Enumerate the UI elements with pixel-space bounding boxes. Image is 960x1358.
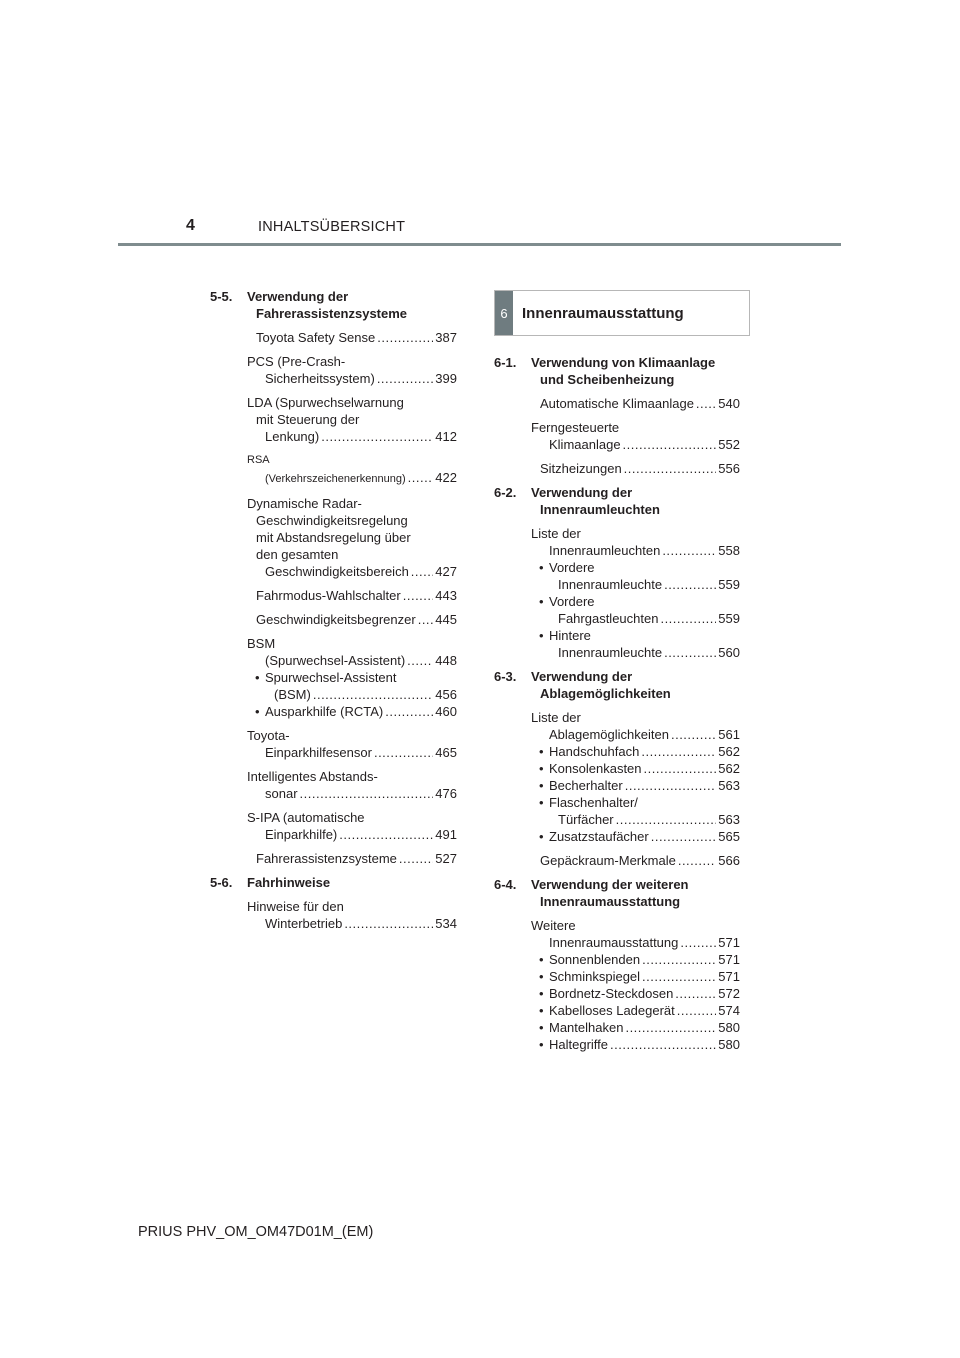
- entry-title: mit Steuerung der: [256, 412, 360, 427]
- page-ref: 571: [718, 952, 740, 967]
- entry-title: LDA (Spurwechselwarnung: [247, 395, 404, 410]
- page-ref: 460: [435, 704, 457, 719]
- entry-title: (Verkehrszeichenerkennung): [265, 473, 406, 485]
- page-ref: 540: [718, 396, 740, 411]
- entry-title: Innenraumleuchte: [558, 645, 663, 660]
- entry-title: Innenraumleuchte: [558, 577, 663, 592]
- leader-dots: [623, 436, 717, 453]
- page-ref: 476: [435, 786, 457, 801]
- toc-subentry-console-box[interactable]: [540, 760, 740, 777]
- toc-entry-drive-mode[interactable]: [247, 587, 457, 604]
- leader-dots: [625, 777, 717, 794]
- section-number: 5-6.: [210, 875, 233, 890]
- toc-subentry-cup-holders[interactable]: [540, 777, 740, 794]
- entry-title: Lenkung): [265, 429, 320, 444]
- toc-entry-remote-ac[interactable]: [531, 419, 740, 453]
- entry-title: • Schminkspiegel: [549, 969, 641, 984]
- toc-subentry-coat-hooks[interactable]: [540, 1019, 740, 1036]
- page-ref: 559: [718, 577, 740, 592]
- section-heading-5-6[interactable]: [210, 874, 457, 891]
- entry-title: Geschwindigkeitsbegrenzer: [256, 612, 416, 627]
- entry-title: • Spurwechsel-Assistent: [265, 670, 397, 685]
- page-ref: 563: [718, 778, 740, 793]
- page-ref: 571: [718, 935, 740, 950]
- entry-title: • Handschuhfach: [549, 744, 640, 759]
- page-ref: 566: [718, 853, 740, 868]
- toc-subentry-bsm[interactable]: [256, 669, 457, 703]
- entry-title: Einparkhilfe): [265, 827, 338, 842]
- leader-dots: [651, 828, 717, 845]
- page-ref: 399: [435, 371, 457, 386]
- leader-dots: [377, 370, 433, 387]
- toc-subentry-power-outlets[interactable]: [540, 985, 740, 1002]
- entry-title: Weitere: [531, 918, 576, 933]
- section-title-line: Fahrhinweise: [247, 875, 331, 890]
- entry-title: Gepäckraum-Merkmale: [540, 853, 676, 868]
- page-ref: 387: [435, 330, 457, 345]
- entry-title: mit Abstandsregelung über: [256, 530, 411, 545]
- leader-dots: [662, 542, 716, 559]
- entry-title: Ablagemöglichkeiten: [549, 727, 669, 742]
- leader-dots: [321, 428, 433, 445]
- entry-title: sonar: [265, 786, 298, 801]
- section-title-line: Innenraumausstattung: [540, 894, 681, 909]
- entry-title: • Sonnenblenden: [549, 952, 641, 967]
- leader-dots: [344, 915, 433, 932]
- section-title-line: und Scheibenheizung: [540, 372, 675, 387]
- page-ref: 427: [435, 564, 457, 579]
- entry-title: • Hintere: [549, 628, 591, 643]
- entry-title: Ferngesteuerte: [531, 420, 620, 435]
- page-ref: 491: [435, 827, 457, 842]
- entry-title: • Mantelhaken: [549, 1020, 624, 1035]
- toc-entry-ics[interactable]: [247, 768, 457, 802]
- toc-entry-parking-sensor[interactable]: [247, 727, 457, 761]
- entry-title: Dynamische Radar-: [247, 496, 362, 511]
- toc-entry-lda[interactable]: [247, 394, 457, 445]
- page-ref: 465: [435, 745, 457, 760]
- toc-entry-radar-cruise[interactable]: [247, 495, 457, 580]
- leader-dots: [616, 811, 717, 828]
- section-title-line: Verwendung von Klimaanlage: [531, 355, 716, 370]
- leader-dots: [625, 1019, 716, 1036]
- toc-entry-other-interior[interactable]: [531, 917, 740, 951]
- page-ref: 552: [718, 437, 740, 452]
- entry-title: Toyota Safety Sense: [256, 330, 376, 345]
- toc-entry-rsa[interactable]: [247, 452, 457, 488]
- section-number: 5-5.: [210, 289, 233, 304]
- section-number: 6-2.: [494, 485, 517, 500]
- page-ref: 574: [718, 1003, 740, 1018]
- leader-dots: [696, 395, 716, 412]
- section-heading-6-2[interactable]: [494, 484, 740, 518]
- entry-title: Winterbetrieb: [265, 916, 343, 931]
- entry-title: RSA: [247, 454, 270, 466]
- header-title: INHALTSÜBERSICHT: [258, 219, 406, 235]
- leader-dots: [675, 985, 716, 1002]
- page-ref: 445: [435, 612, 457, 627]
- page-ref: 560: [718, 645, 740, 660]
- page-ref: 572: [718, 986, 740, 1001]
- section-heading-6-1[interactable]: [494, 354, 740, 388]
- leader-dots: [664, 576, 716, 593]
- entry-title: • Becherhalter: [549, 778, 623, 793]
- toc-entry-toyota-safety-sense[interactable]: [247, 329, 457, 346]
- section-number: 6-1.: [494, 355, 517, 370]
- section-title-line: Ablagemöglichkeiten: [540, 686, 671, 701]
- page-ref: 561: [718, 727, 740, 742]
- leader-dots: [642, 968, 716, 985]
- section-heading-5-5[interactable]: [210, 288, 457, 322]
- toc-subentry-wireless-charger[interactable]: [540, 1002, 740, 1019]
- leader-dots: [403, 587, 434, 604]
- entry-title: Sicherheitssystem): [265, 371, 375, 386]
- entry-title: Toyota-: [247, 728, 290, 743]
- entry-title: Geschwindigkeitsregelung: [256, 513, 408, 528]
- toc-entry-s-ipa[interactable]: [247, 809, 457, 843]
- leader-dots: [660, 610, 716, 627]
- chapter-title: Innenraumausstattung: [522, 304, 684, 322]
- entry-title: (Spurwechsel-Assistent): [265, 653, 406, 668]
- leader-dots: [377, 329, 433, 346]
- entry-title: Innenraumleuchten: [549, 543, 661, 558]
- entry-title: Liste der: [531, 526, 581, 541]
- section-title-line: Innenraumleuchten: [540, 502, 660, 517]
- leader-dots: [610, 1036, 716, 1053]
- entry-title: • Kabelloses Ladegerät: [549, 1003, 675, 1018]
- page-ref: 422: [435, 470, 457, 485]
- section-heading-6-3[interactable]: [494, 668, 740, 702]
- page-ref: 562: [718, 744, 740, 759]
- entry-title: • Haltegriffe: [549, 1037, 609, 1052]
- entry-title: • Vordere: [549, 594, 595, 609]
- toc-entry-auto-ac[interactable]: [531, 395, 740, 412]
- entry-title: • Ausparkhilfe (RCTA): [265, 704, 384, 719]
- toc-entry-pcs[interactable]: [247, 353, 457, 387]
- entry-title: Einparkhilfesensor: [265, 745, 372, 760]
- entry-title: (BSM): [274, 687, 311, 702]
- section-number: 6-4.: [494, 877, 517, 892]
- page-ref: 443: [435, 588, 457, 603]
- toc-subentry-rcta[interactable]: [256, 703, 457, 720]
- leader-dots: [624, 460, 717, 477]
- toc-subentry-assist-grips[interactable]: [540, 1036, 740, 1053]
- leader-dots: [339, 826, 433, 843]
- chapter-tab[interactable]: [494, 290, 750, 336]
- leader-dots: [418, 611, 434, 628]
- entry-title: Automatische Klimaanlage: [540, 396, 694, 411]
- toc-entry-speed-limiter[interactable]: [247, 611, 457, 628]
- page-ref: 559: [718, 611, 740, 626]
- entry-title: • Vordere: [549, 560, 595, 575]
- toc-entry-luggage[interactable]: [531, 852, 740, 869]
- entry-title: Liste der: [531, 710, 581, 725]
- toc-entry-interior-lights[interactable]: [531, 525, 740, 559]
- toc-entry-bsm[interactable]: [247, 635, 457, 669]
- leader-dots: [677, 1002, 717, 1019]
- section-title-line: Verwendung der: [247, 289, 349, 304]
- footer-document-code: PRIUS PHV_OM_OM47D01M_(EM): [138, 1224, 374, 1240]
- toc-subentry-front-passenger-lights[interactable]: [540, 593, 740, 627]
- entry-title: Türfächer: [558, 812, 614, 827]
- leader-dots: [642, 951, 716, 968]
- entry-title: • Konsolenkasten: [549, 761, 642, 776]
- page-ref: 563: [718, 812, 740, 827]
- entry-title: PCS (Pre-Crash-: [247, 354, 346, 369]
- leader-dots: [300, 785, 434, 802]
- entry-title: • Bordnetz-Steckdosen: [549, 986, 674, 1001]
- entry-title: Hinweise für den: [247, 899, 344, 914]
- entry-title: Sitzheizungen: [540, 461, 622, 476]
- toc-subentry-auxiliary-boxes[interactable]: [540, 828, 740, 845]
- toc-subentry-front-interior-light[interactable]: [540, 559, 740, 593]
- leader-dots: [313, 686, 433, 703]
- page-ref: 571: [718, 969, 740, 984]
- leader-dots: [374, 744, 433, 761]
- toc-entry-storage[interactable]: [531, 709, 740, 743]
- leader-dots: [411, 563, 434, 580]
- section-title-line: Fahrerassistenzsysteme: [256, 306, 408, 321]
- entry-title: Fahrerassistenzsysteme: [256, 851, 397, 866]
- page-ref: 456: [435, 687, 457, 702]
- page-ref: 580: [718, 1037, 740, 1052]
- entry-title: den gesamten: [256, 547, 339, 562]
- toc-entry-winter[interactable]: [247, 898, 457, 932]
- entry-title: Innenraumausstattung: [549, 935, 679, 950]
- entry-title: S-IPA (automatische: [247, 810, 365, 825]
- leader-dots: [385, 703, 433, 720]
- entry-title: Fahrgastleuchten: [558, 611, 659, 626]
- leader-dots: [407, 652, 433, 669]
- page-ref: 527: [435, 851, 457, 866]
- toc-subentry-rear-interior-light[interactable]: [540, 627, 740, 661]
- leader-dots: [680, 934, 716, 951]
- header-rule: [118, 243, 841, 246]
- entry-title: Intelligentes Abstands-: [247, 769, 378, 784]
- chapter-number: 6: [495, 291, 513, 335]
- page-ref: 580: [718, 1020, 740, 1035]
- leader-dots: [641, 743, 716, 760]
- entry-title: • Zusatzstaufächer: [549, 829, 649, 844]
- leader-dots: [671, 726, 716, 743]
- page-ref: 534: [435, 916, 457, 931]
- section-number: 6-3.: [494, 669, 517, 684]
- toc-left-column: [210, 288, 457, 939]
- toc-subentry-sun-visors[interactable]: [540, 951, 740, 968]
- toc-entry-seat-heaters[interactable]: [531, 460, 740, 477]
- toc-entry-driver-assist[interactable]: [247, 850, 457, 867]
- entry-title: BSM: [247, 636, 276, 651]
- entry-title: • Flaschenhalter/: [549, 795, 638, 810]
- section-title-line: Verwendung der: [531, 669, 633, 684]
- leader-dots: [678, 852, 716, 869]
- toc-right-column: [494, 354, 740, 1060]
- section-title-line: Verwendung der: [531, 485, 633, 500]
- page-ref: 412: [435, 429, 457, 444]
- page-number: 4: [186, 217, 195, 234]
- page-ref: 565: [718, 829, 740, 844]
- leader-dots: [644, 760, 717, 777]
- toc-subentry-vanity-mirrors[interactable]: [540, 968, 740, 985]
- toc-subentry-glove-box[interactable]: [540, 743, 740, 760]
- entry-title: Klimaanlage: [549, 437, 621, 452]
- toc-subentry-bottle-holders[interactable]: [540, 794, 740, 828]
- section-heading-6-4[interactable]: [494, 876, 740, 910]
- page-ref: 556: [718, 461, 740, 476]
- entry-title: Geschwindigkeitsbereich: [265, 564, 409, 579]
- entry-title: Fahrmodus-Wahlschalter: [256, 588, 401, 603]
- page-ref: 562: [718, 761, 740, 776]
- page-ref: 448: [435, 653, 457, 668]
- page-ref: 558: [718, 543, 740, 558]
- leader-dots: [399, 850, 433, 867]
- leader-dots: [664, 644, 716, 661]
- section-title-line: Verwendung der weiteren: [531, 877, 689, 892]
- leader-dots: [408, 469, 434, 486]
